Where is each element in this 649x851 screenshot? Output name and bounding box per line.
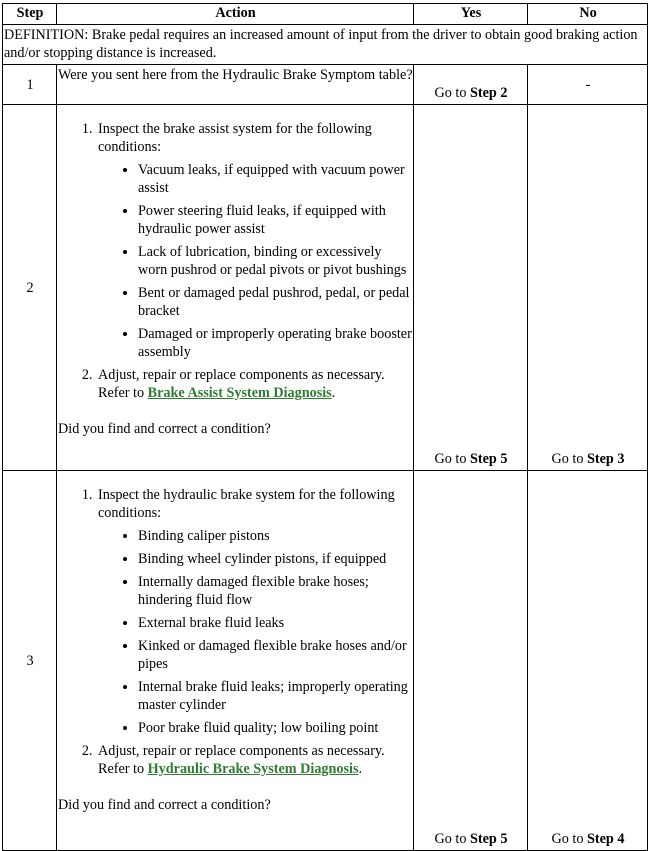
adjust-text: Adjust, repair or replace components as necessary. Refer to <box>98 367 385 401</box>
list-item: • Kinked or damaged flexible brake hoses and/or pipes <box>138 637 413 673</box>
procedure-step <box>96 120 413 361</box>
header-row <box>3 4 648 25</box>
go-to-label: Go to <box>434 451 467 467</box>
step-question: Did you find and correct a condition? <box>58 797 271 813</box>
step-number: 1 <box>3 65 57 105</box>
table-row <box>3 471 648 851</box>
list-item: • Binding caliper pistons <box>138 527 413 545</box>
list-item: • Binding wheel cylinder pistons, if equipped <box>138 550 413 568</box>
adjust-text: Adjust, repair or replace components as necessary. Refer to <box>98 743 385 777</box>
go-to-label: Go to <box>434 831 467 847</box>
go-to-step-link: Step 4 <box>587 831 625 847</box>
no-cell <box>528 105 648 471</box>
procedure-step <box>96 486 413 737</box>
yes-cell <box>414 105 528 471</box>
list-item: • External brake fluid leaks <box>138 614 413 632</box>
list-item: • Bent or damaged pedal pushrod, pedal, or pedal bracket <box>138 284 413 320</box>
list-item: • Lack of lubrication, binding or excessively worn pushrod or pedal pivots or pivot bushings <box>138 243 413 279</box>
list-item: • Vacuum leaks, if equipped with vacuum power assist <box>138 161 413 197</box>
definition-row <box>3 25 648 65</box>
header-action: Action <box>57 4 414 25</box>
go-to-step-link: Step 5 <box>470 451 508 467</box>
table-row <box>3 65 648 105</box>
yes-cell <box>414 65 528 105</box>
procedure-list <box>58 120 413 402</box>
step-action <box>57 471 414 851</box>
go-to-step-link: Step 2 <box>470 85 508 101</box>
list-item: • Internal brake fluid leaks; improperly operating master cylinder <box>138 678 413 714</box>
inspect-text: Inspect the brake assist system for the following conditions: <box>98 121 372 155</box>
step-number: 2 <box>3 105 57 471</box>
condition-list <box>98 527 413 737</box>
definition-text: DEFINITION: Brake pedal requires an increased amount of input from the driver to obtain good braking action and/or stopping distance is increased. <box>3 25 648 65</box>
diagnostic-table <box>2 3 648 851</box>
condition-list <box>98 161 413 361</box>
list-item: • Poor brake fluid quality; low boiling point <box>138 719 413 737</box>
go-to-label: Go to <box>551 451 584 467</box>
brake-assist-diagnosis-link[interactable]: Brake Assist System Diagnosis <box>147 385 332 401</box>
inspect-text: Inspect the hydraulic brake system for the following conditions: <box>98 487 395 521</box>
step-question: Did you find and correct a condition? <box>58 421 271 437</box>
go-to-step-link: Step 5 <box>470 831 508 847</box>
yes-cell <box>414 471 528 851</box>
procedure-step: 2. Adjust, repair or replace components as necessary. Refer to Brake Assist System Diagnosis. <box>96 366 413 402</box>
list-item: • Internally damaged flexible brake hoses; hindering fluid flow <box>138 573 413 609</box>
list-item: • Damaged or improperly operating brake booster assembly <box>138 325 413 361</box>
header-step: Step <box>3 4 57 25</box>
step-question: Were you sent here from the Hydraulic Brake Symptom table? <box>57 65 414 105</box>
go-to-step-link: Step 3 <box>587 451 625 467</box>
table-row <box>3 105 648 471</box>
step-action <box>57 105 414 471</box>
hydraulic-brake-diagnosis-link[interactable]: Hydraulic Brake System Diagnosis <box>147 761 359 777</box>
header-yes: Yes <box>414 4 528 25</box>
procedure-list <box>58 486 413 778</box>
no-cell <box>528 471 648 851</box>
step-number: 3 <box>3 471 57 851</box>
list-item: • Power steering fluid leaks, if equipped with hydraulic power assist <box>138 202 413 238</box>
header-no: No <box>528 4 648 25</box>
procedure-step: 2. Adjust, repair or replace components as necessary. Refer to Hydraulic Brake System Diagnosis. <box>96 742 413 778</box>
go-to-label: Go to <box>551 831 584 847</box>
no-cell: - <box>528 65 648 105</box>
go-to-label: Go to <box>434 85 467 101</box>
